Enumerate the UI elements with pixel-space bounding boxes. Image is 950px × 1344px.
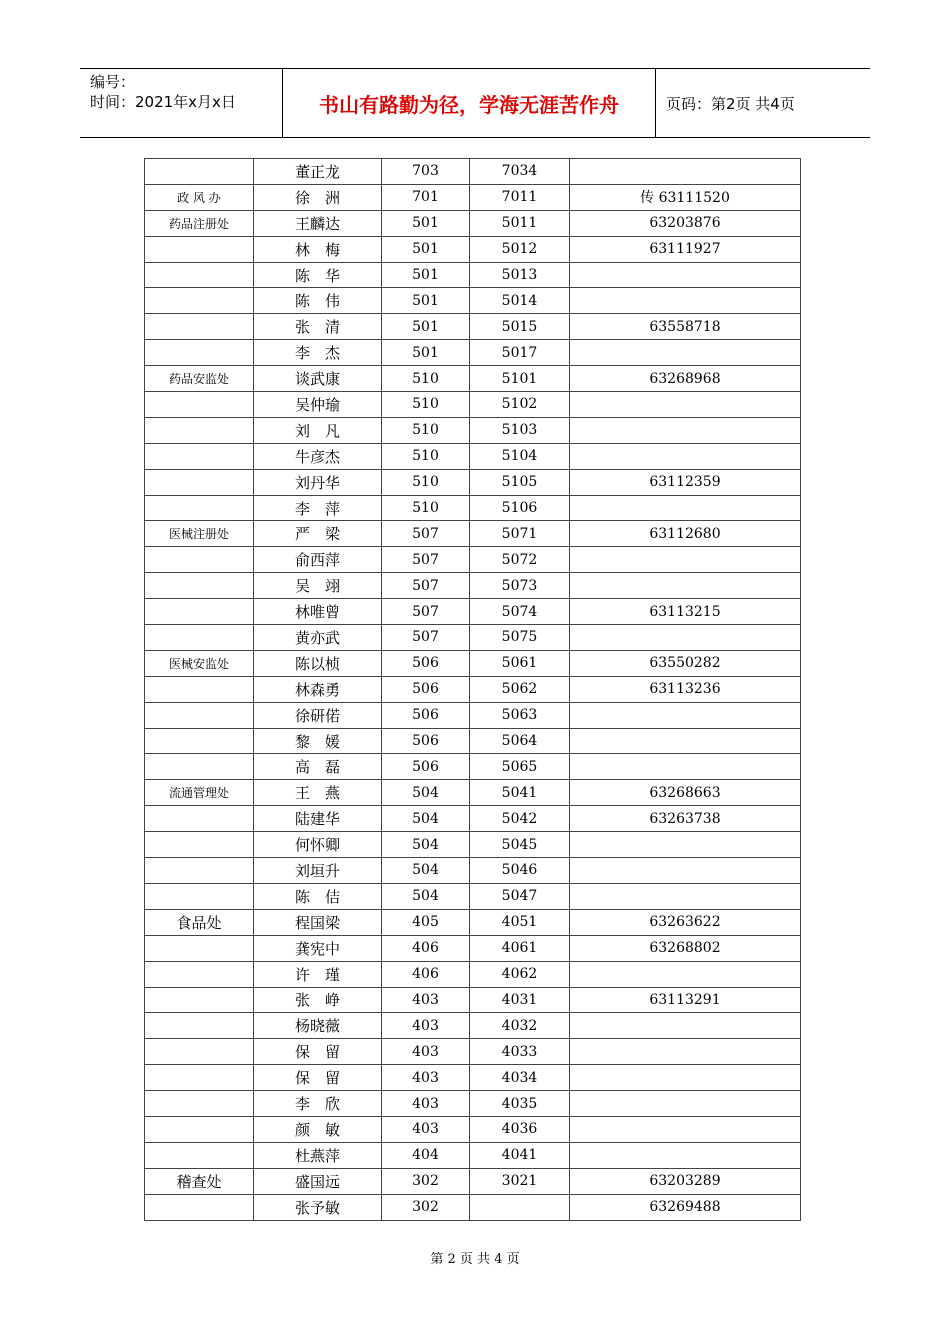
name-cell: 林唯曾	[254, 599, 382, 625]
name-cell: 牛彦杰	[254, 443, 382, 469]
name-cell: 杨晓薇	[254, 1013, 382, 1039]
department-cell	[145, 417, 254, 443]
phone-cell: 63269488	[570, 1194, 801, 1220]
phone-cell: 传 63111520	[570, 184, 801, 210]
phone-cell	[570, 1142, 801, 1168]
table-row	[145, 1194, 801, 1220]
directory-body	[145, 159, 801, 1221]
room-cell: 405	[382, 909, 470, 935]
name-cell: 张 清	[254, 314, 382, 340]
name-cell: 刘丹华	[254, 469, 382, 495]
extension-cell: 5015	[470, 314, 570, 340]
name-cell: 林森勇	[254, 676, 382, 702]
name-cell: 陈以桢	[254, 650, 382, 676]
name-cell: 董正龙	[254, 159, 382, 185]
phone-cell: 63111927	[570, 236, 801, 262]
extension-cell: 5013	[470, 262, 570, 288]
department-cell	[145, 469, 254, 495]
phone-cell	[570, 288, 801, 314]
extension-cell	[470, 1194, 570, 1220]
phone-cell	[570, 858, 801, 884]
room-cell: 510	[382, 392, 470, 418]
header-motto: 书山有路勤为径，学海无涯苦作舟	[283, 69, 656, 137]
name-cell: 刘垣升	[254, 858, 382, 884]
name-cell: 谈武康	[254, 366, 382, 392]
table-row	[145, 236, 801, 262]
room-cell: 302	[382, 1168, 470, 1194]
name-cell: 王麟达	[254, 210, 382, 236]
department-cell	[145, 573, 254, 599]
name-cell: 陆建华	[254, 806, 382, 832]
phone-cell: 63268968	[570, 366, 801, 392]
table-row	[145, 210, 801, 236]
table-row	[145, 987, 801, 1013]
table-row	[145, 832, 801, 858]
phone-cell: 63268663	[570, 780, 801, 806]
name-cell: 盛国远	[254, 1168, 382, 1194]
name-cell: 颜 敏	[254, 1116, 382, 1142]
name-cell: 黄亦武	[254, 625, 382, 651]
room-cell: 506	[382, 728, 470, 754]
department-cell	[145, 314, 254, 340]
table-row	[145, 314, 801, 340]
table-row	[145, 547, 801, 573]
phone-cell	[570, 832, 801, 858]
department-cell	[145, 392, 254, 418]
extension-cell: 5065	[470, 754, 570, 780]
phone-cell	[570, 159, 801, 185]
extension-cell: 5075	[470, 625, 570, 651]
name-cell: 张予敏	[254, 1194, 382, 1220]
phone-cell: 63268802	[570, 935, 801, 961]
table-row	[145, 883, 801, 909]
table-row	[145, 625, 801, 651]
extension-cell: 4031	[470, 987, 570, 1013]
table-row	[145, 159, 801, 185]
extension-cell: 4032	[470, 1013, 570, 1039]
room-cell: 506	[382, 754, 470, 780]
extension-cell: 4033	[470, 1039, 570, 1065]
room-cell: 507	[382, 547, 470, 573]
room-cell: 501	[382, 314, 470, 340]
page-header	[80, 68, 870, 138]
phone-cell: 63112359	[570, 469, 801, 495]
table-row	[145, 650, 801, 676]
department-cell	[145, 547, 254, 573]
room-cell: 504	[382, 832, 470, 858]
phone-cell	[570, 728, 801, 754]
name-cell: 徐研偌	[254, 702, 382, 728]
department-cell	[145, 1142, 254, 1168]
room-cell: 406	[382, 961, 470, 987]
phone-cell: 63112680	[570, 521, 801, 547]
extension-cell: 7011	[470, 184, 570, 210]
name-cell: 徐 洲	[254, 184, 382, 210]
extension-cell: 7034	[470, 159, 570, 185]
department-cell	[145, 1065, 254, 1091]
extension-cell: 5014	[470, 288, 570, 314]
room-cell: 403	[382, 1065, 470, 1091]
department-cell: 医械安监处	[145, 650, 254, 676]
extension-cell: 5042	[470, 806, 570, 832]
extension-cell: 5012	[470, 236, 570, 262]
table-row	[145, 599, 801, 625]
table-row	[145, 754, 801, 780]
name-cell: 李 欣	[254, 1091, 382, 1117]
extension-cell: 5061	[470, 650, 570, 676]
department-cell	[145, 883, 254, 909]
phone-cell	[570, 1065, 801, 1091]
department-cell	[145, 340, 254, 366]
phone-cell: 63113291	[570, 987, 801, 1013]
phone-cell: 63113215	[570, 599, 801, 625]
department-cell: 药品安监处	[145, 366, 254, 392]
extension-cell: 5105	[470, 469, 570, 495]
room-cell: 501	[382, 236, 470, 262]
room-cell: 404	[382, 1142, 470, 1168]
room-cell: 510	[382, 469, 470, 495]
extension-cell: 5106	[470, 495, 570, 521]
room-cell: 506	[382, 650, 470, 676]
phone-cell	[570, 1039, 801, 1065]
extension-cell: 5103	[470, 417, 570, 443]
room-cell: 406	[382, 935, 470, 961]
department-cell	[145, 1091, 254, 1117]
room-cell: 403	[382, 1116, 470, 1142]
name-cell: 吴仲瑜	[254, 392, 382, 418]
table-row	[145, 961, 801, 987]
room-cell: 510	[382, 366, 470, 392]
name-cell: 高 磊	[254, 754, 382, 780]
room-cell: 510	[382, 495, 470, 521]
department-cell	[145, 806, 254, 832]
room-cell: 501	[382, 288, 470, 314]
department-cell: 医械注册处	[145, 521, 254, 547]
extension-cell: 4061	[470, 935, 570, 961]
room-cell: 403	[382, 1091, 470, 1117]
phone-cell	[570, 392, 801, 418]
department-cell	[145, 832, 254, 858]
table-row	[145, 728, 801, 754]
table-row	[145, 469, 801, 495]
extension-cell: 5072	[470, 547, 570, 573]
phone-cell	[570, 754, 801, 780]
phone-cell	[570, 883, 801, 909]
name-cell: 刘 凡	[254, 417, 382, 443]
phone-cell	[570, 573, 801, 599]
department-cell	[145, 1013, 254, 1039]
table-row	[145, 262, 801, 288]
extension-cell: 5074	[470, 599, 570, 625]
time-label: 时间：2021年x月x日	[90, 93, 236, 111]
phone-cell	[570, 1013, 801, 1039]
name-cell: 杜燕萍	[254, 1142, 382, 1168]
name-cell: 张 峥	[254, 987, 382, 1013]
name-cell: 陈 伟	[254, 288, 382, 314]
extension-cell: 4034	[470, 1065, 570, 1091]
table-row	[145, 288, 801, 314]
name-cell: 李 萍	[254, 495, 382, 521]
phone-cell	[570, 262, 801, 288]
name-cell: 许 瑾	[254, 961, 382, 987]
room-cell: 403	[382, 1039, 470, 1065]
table-row	[145, 806, 801, 832]
table-row	[145, 417, 801, 443]
phone-cell: 63550282	[570, 650, 801, 676]
name-cell: 俞西萍	[254, 547, 382, 573]
department-cell	[145, 495, 254, 521]
department-cell	[145, 1039, 254, 1065]
department-cell	[145, 443, 254, 469]
phone-cell: 63558718	[570, 314, 801, 340]
extension-cell: 5011	[470, 210, 570, 236]
department-cell	[145, 262, 254, 288]
extension-cell: 3021	[470, 1168, 570, 1194]
name-cell: 王 燕	[254, 780, 382, 806]
extension-cell: 5101	[470, 366, 570, 392]
table-row	[145, 1168, 801, 1194]
table-row	[145, 521, 801, 547]
name-cell: 保 留	[254, 1039, 382, 1065]
phone-cell	[570, 625, 801, 651]
room-cell: 510	[382, 443, 470, 469]
department-cell	[145, 728, 254, 754]
table-row	[145, 1142, 801, 1168]
room-cell: 504	[382, 883, 470, 909]
department-cell	[145, 159, 254, 185]
department-cell	[145, 599, 254, 625]
room-cell: 504	[382, 806, 470, 832]
room-cell: 506	[382, 702, 470, 728]
name-cell: 林 梅	[254, 236, 382, 262]
table-row	[145, 366, 801, 392]
name-cell: 龚宪中	[254, 935, 382, 961]
department-cell	[145, 236, 254, 262]
room-cell: 403	[382, 987, 470, 1013]
table-row	[145, 780, 801, 806]
room-cell: 701	[382, 184, 470, 210]
name-cell: 陈 华	[254, 262, 382, 288]
phone-cell	[570, 495, 801, 521]
phone-cell: 63263738	[570, 806, 801, 832]
department-cell: 药品注册处	[145, 210, 254, 236]
room-cell: 501	[382, 340, 470, 366]
room-cell: 504	[382, 858, 470, 884]
department-cell	[145, 676, 254, 702]
department-cell	[145, 961, 254, 987]
name-cell: 何怀卿	[254, 832, 382, 858]
department-cell	[145, 625, 254, 651]
extension-cell: 5063	[470, 702, 570, 728]
extension-cell: 5041	[470, 780, 570, 806]
header-page-info: 页码：第2页 共4页	[666, 94, 795, 113]
name-cell: 程国梁	[254, 909, 382, 935]
room-cell: 510	[382, 417, 470, 443]
room-cell: 501	[382, 210, 470, 236]
room-cell: 507	[382, 625, 470, 651]
table-row	[145, 1116, 801, 1142]
number-label: 编号：	[90, 73, 136, 91]
department-cell	[145, 1116, 254, 1142]
extension-cell: 4041	[470, 1142, 570, 1168]
department-cell: 食品处	[145, 909, 254, 935]
room-cell: 507	[382, 599, 470, 625]
table-row	[145, 1039, 801, 1065]
name-cell: 陈 佶	[254, 883, 382, 909]
room-cell: 703	[382, 159, 470, 185]
phone-cell: 63113236	[570, 676, 801, 702]
department-cell	[145, 858, 254, 884]
name-cell: 保 留	[254, 1065, 382, 1091]
extension-cell: 5046	[470, 858, 570, 884]
table-row	[145, 340, 801, 366]
room-cell: 507	[382, 573, 470, 599]
department-cell	[145, 288, 254, 314]
room-cell: 504	[382, 780, 470, 806]
extension-cell: 5047	[470, 883, 570, 909]
table-row	[145, 676, 801, 702]
room-cell: 501	[382, 262, 470, 288]
room-cell: 302	[382, 1194, 470, 1220]
phone-cell	[570, 961, 801, 987]
extension-cell: 5017	[470, 340, 570, 366]
department-cell	[145, 935, 254, 961]
room-cell: 507	[382, 521, 470, 547]
table-row	[145, 573, 801, 599]
extension-cell: 5104	[470, 443, 570, 469]
department-cell: 流通管理处	[145, 780, 254, 806]
phone-cell	[570, 417, 801, 443]
table-row	[145, 443, 801, 469]
table-row	[145, 1013, 801, 1039]
room-cell: 403	[382, 1013, 470, 1039]
table-row	[145, 702, 801, 728]
department-cell: 稽查处	[145, 1168, 254, 1194]
name-cell: 李 杰	[254, 340, 382, 366]
department-cell	[145, 1194, 254, 1220]
phone-cell	[570, 702, 801, 728]
extension-cell: 4036	[470, 1116, 570, 1142]
extension-cell: 5102	[470, 392, 570, 418]
phone-cell	[570, 547, 801, 573]
table-row	[145, 495, 801, 521]
extension-cell: 4051	[470, 909, 570, 935]
extension-cell: 5064	[470, 728, 570, 754]
name-cell: 吴 翊	[254, 573, 382, 599]
table-row	[145, 1065, 801, 1091]
extension-cell: 5073	[470, 573, 570, 599]
phone-cell	[570, 1116, 801, 1142]
department-cell	[145, 702, 254, 728]
extension-cell: 5062	[470, 676, 570, 702]
extension-cell: 4035	[470, 1091, 570, 1117]
table-row	[145, 909, 801, 935]
phone-cell: 63203289	[570, 1168, 801, 1194]
table-row	[145, 935, 801, 961]
name-cell: 黎 媛	[254, 728, 382, 754]
header-meta	[80, 69, 283, 137]
table-row	[145, 392, 801, 418]
table-row	[145, 184, 801, 210]
page-footer: 第 2 页 共 4 页	[430, 1252, 520, 1267]
phone-cell	[570, 443, 801, 469]
phone-cell: 63263622	[570, 909, 801, 935]
extension-cell: 4062	[470, 961, 570, 987]
phone-cell: 63203876	[570, 210, 801, 236]
table-row	[145, 858, 801, 884]
department-cell	[145, 754, 254, 780]
extension-cell: 5071	[470, 521, 570, 547]
department-cell	[145, 987, 254, 1013]
name-cell: 严 梁	[254, 521, 382, 547]
phone-directory-table	[144, 158, 801, 1221]
department-cell: 政 风 办	[145, 184, 254, 210]
phone-cell	[570, 340, 801, 366]
table-row	[145, 1091, 801, 1117]
room-cell: 506	[382, 676, 470, 702]
phone-cell	[570, 1091, 801, 1117]
extension-cell: 5045	[470, 832, 570, 858]
